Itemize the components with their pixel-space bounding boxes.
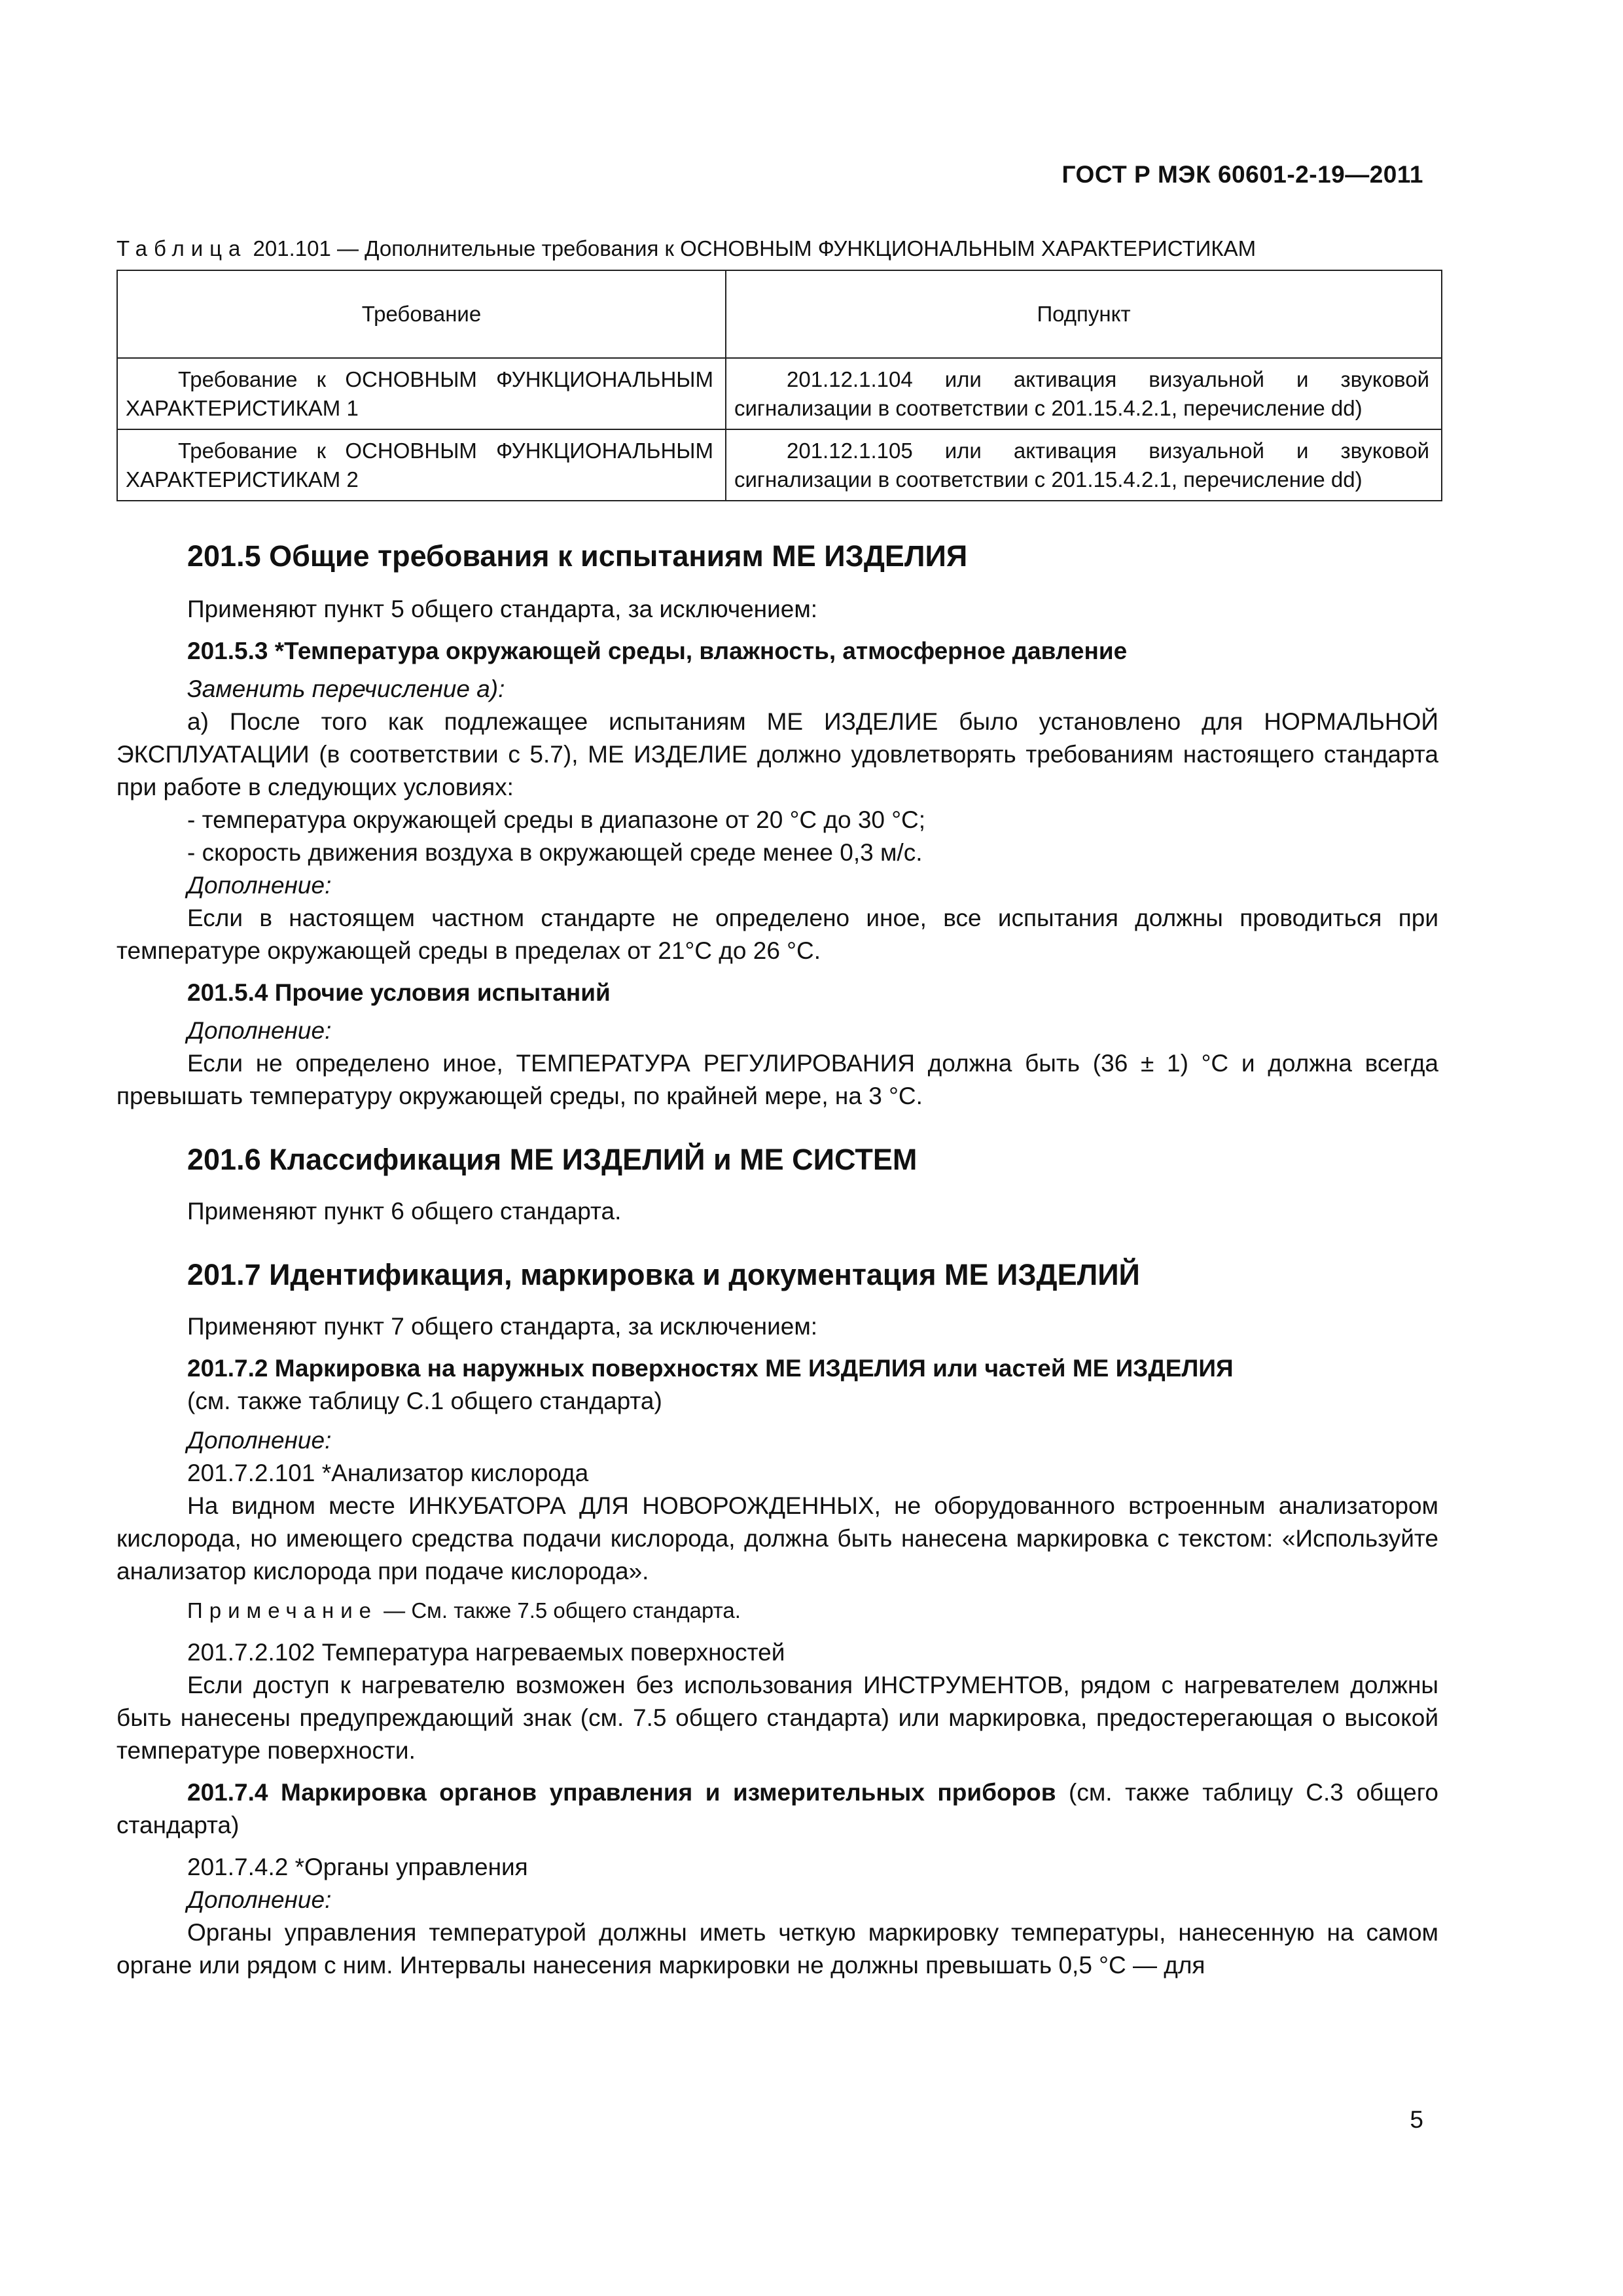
page-number: 5	[1410, 2106, 1423, 2133]
table-caption-text: 201.101 — Дополнительные требования к ОСНОВНЫМ ФУНКЦИОНАЛЬНЫМ ХАРАКТЕРИСТИКАМ	[247, 236, 1257, 260]
table-caption	[116, 236, 1438, 261]
subsection-ref: (см. также таблицу С.3 общего стандарта)	[116, 1779, 1438, 1839]
subsection-heading	[116, 1776, 1438, 1842]
table-header-row	[117, 270, 1442, 358]
table-cell: Требование к ОСНОВНЫМ ФУНКЦИОНАЛЬНЫМ ХАРАКТЕРИСТИКАМ 2	[117, 429, 726, 501]
table-caption-label: Таблица	[116, 236, 247, 260]
subsection-heading: 201.7.2 Маркировка на наружных поверхностях МЕ ИЗДЕЛИЯ или частей МЕ ИЗДЕЛИЯ	[187, 1355, 1234, 1382]
note-label: Примечание	[187, 1598, 378, 1623]
paragraph: а) После того как подлежащее испытаниям МЕ ИЗДЕЛИЕ было установлено для НОРМАЛЬНОЙ ЭКСПЛУАТАЦИИ (в соответствии с 5.7), МЕ ИЗДЕЛИЕ должно удовлетворять требованиям настоящего стандарта при работе в следующих условиях:	[116, 708, 1438, 800]
section-heading: 201.7 Идентификация, маркировка и документация МЕ ИЗДЕЛИЙ	[187, 1258, 1140, 1291]
table-row	[117, 358, 1442, 429]
paragraph: Если не определено иное, ТЕМПЕРАТУРА РЕГУЛИРОВАНИЯ должна быть (36 ± 1) °С и должна всегда превышать температуру окружающей среды, по крайней мере, на 3 °С.	[116, 1050, 1438, 1109]
requirements-table	[116, 270, 1442, 501]
paragraph: Применяют пункт 7 общего стандарта, за исключением:	[187, 1313, 818, 1340]
table-cell: Требование к ОСНОВНЫМ ФУНКЦИОНАЛЬНЫМ ХАРАКТЕРИСТИКАМ 1	[117, 358, 726, 429]
clause-title: 201.7.4.2 *Органы управления	[187, 1854, 528, 1880]
note-text: — См. также 7.5 общего стандарта.	[378, 1598, 741, 1623]
italic-note: Дополнение:	[187, 872, 332, 899]
list-item: - скорость движения воздуха в окружающей среде менее 0,3 м/с.	[187, 839, 923, 866]
clause-title: 201.7.2.101 *Анализатор кислорода	[187, 1460, 589, 1486]
italic-note: Дополнение:	[187, 1886, 332, 1913]
document-id: ГОСТ Р МЭК 60601-2-19—2011	[1061, 161, 1423, 188]
paragraph: На видном месте ИНКУБАТОРА ДЛЯ НОВОРОЖДЕННЫХ, не оборудованного встроенным анализатором кислорода, но имеющего средства подачи кислорода, должна быть нанесена маркировка с текстом: «Используйте анализатор кислорода при подаче кислорода».	[116, 1492, 1438, 1585]
subsection-heading: 201.5.4 Прочие условия испытаний	[187, 979, 611, 1006]
table-cell: 201.12.1.104 или активация визуальной и звуковой сигнализации в соответствии с 201.15.4.2.1, перечисление dd)	[726, 358, 1442, 429]
paragraph: Если в настоящем частном стандарте не определено иное, все испытания должны проводиться при температуре окружающей среды в пределах от 21°С до 26 °С.	[116, 905, 1438, 964]
table-cell: 201.12.1.105 или активация визуальной и звуковой сигнализации в соответствии с 201.15.4.2.1, перечисление dd)	[726, 429, 1442, 501]
italic-note: Дополнение:	[187, 1427, 332, 1454]
paragraph: Применяют пункт 5 общего стандарта, за исключением:	[187, 596, 818, 622]
table-row	[117, 429, 1442, 501]
subsection-heading: 201.5.3 *Температура окружающей среды, влажность, атмосферное давление	[187, 637, 1128, 664]
italic-note: Заменить перечисление а):	[187, 675, 505, 702]
paragraph: Применяют пункт 6 общего стандарта.	[187, 1198, 622, 1225]
subsection-title: 201.7.4 Маркировка органов управления и измерительных приборов	[187, 1779, 1056, 1806]
note	[116, 1594, 1438, 1627]
table-header-cell: Требование	[117, 270, 726, 358]
section-heading: 201.5 Общие требования к испытаниям МЕ ИЗДЕЛИЯ	[187, 539, 968, 573]
clause-title: 201.7.2.102 Температура нагреваемых поверхностей	[187, 1639, 785, 1666]
paragraph: Если доступ к нагревателю возможен без использования ИНСТРУМЕНТОВ, рядом с нагревателем должны быть нанесены предупреждающий знак (см. 7.5 общего стандарта) или маркировка, предостерегающая о высокой температуре поверхности.	[116, 1672, 1438, 1764]
italic-note: Дополнение:	[187, 1017, 332, 1044]
table-header-cell: Подпункт	[726, 270, 1442, 358]
document-body	[116, 537, 1438, 1982]
paragraph: Органы управления температурой должны иметь четкую маркировку температуры, нанесенную на самом органе или рядом с ним. Интервалы нанесения маркировки не должны превышать 0,5 °С — для	[116, 1919, 1438, 1979]
paragraph: (см. также таблицу С.1 общего стандарта)	[187, 1388, 662, 1414]
list-item: - температура окружающей среды в диапазоне от 20 °С до 30 °С;	[187, 806, 926, 833]
section-heading: 201.6 Классификация МЕ ИЗДЕЛИЙ и МЕ СИСТЕМ	[187, 1143, 918, 1176]
